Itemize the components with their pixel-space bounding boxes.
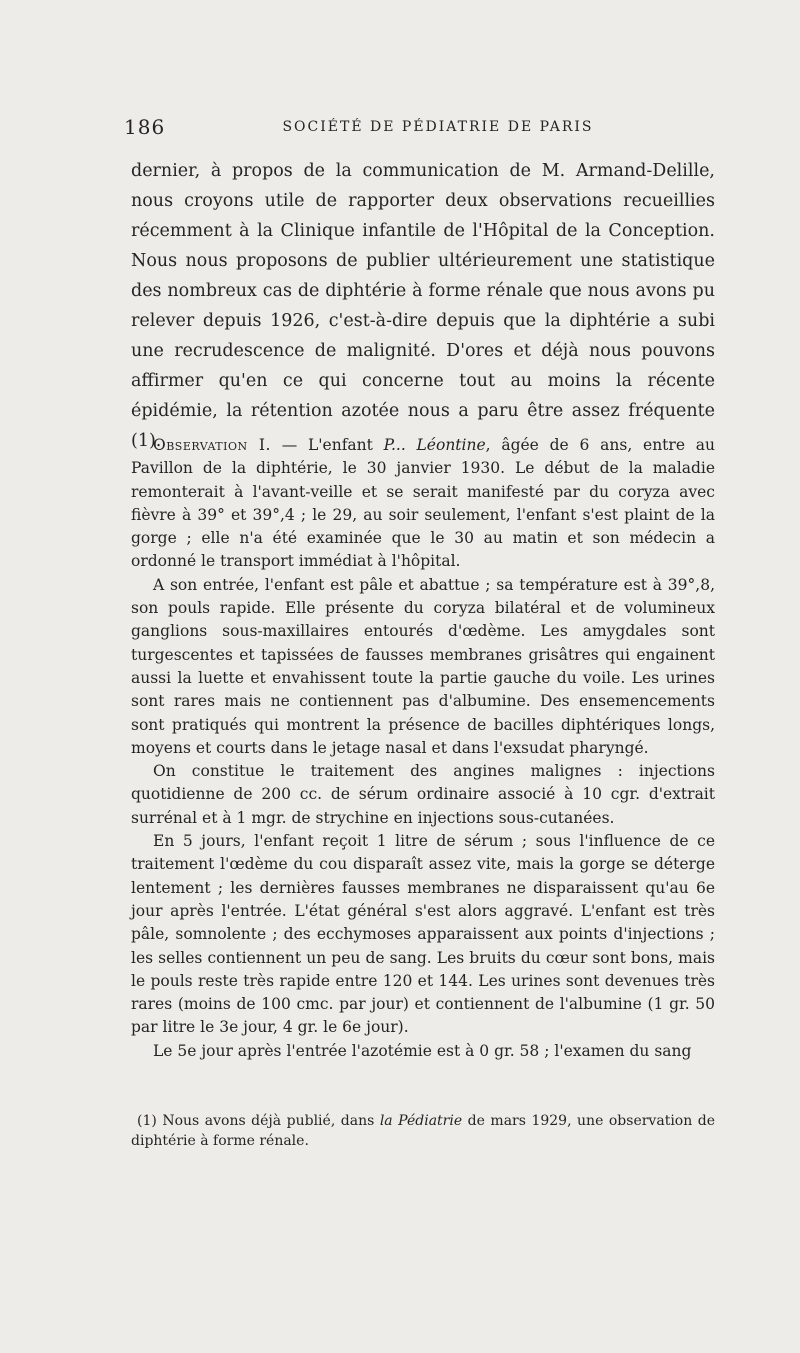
page-header [124, 115, 712, 145]
intro-text-block [131, 156, 715, 456]
running-head: SOCIÉTÉ DE PÉDIATRIE DE PARIS [282, 119, 594, 135]
observation-paragraph-1-text: , âgée de 6 ans, entre au Pavillon de la diphtérie, le 30 janvier 1930. Le début de la maladie remonterait à l'avant-veille et se serait manifesté par du coryza avec fièvre à 39° et 39°,4 ; le 29, au soir seulement, l'enfant s'est plaint de la gorge ; elle n'a été examinée que le 30 au matin et son médecin a ordonné le transport immédiat à l'hôpital. [131, 436, 715, 571]
footnote-text-after: de mars 1929, une observation de diphtérie à forme rénale. [131, 1113, 716, 1149]
observation-paragraph-5: Le 5e jour après l'entrée l'azotémie est à 0 gr. 58 ; l'examen du sang [153, 1041, 692, 1060]
observation-dash: — L'enfant [270, 436, 384, 454]
footnote-journal: la Pédiatrie [379, 1113, 463, 1129]
footnote-marker: (1) [137, 1113, 157, 1129]
observation-block [131, 434, 715, 1063]
footnote-paragraph [131, 1111, 715, 1151]
observation-paragraph-1 [131, 434, 715, 574]
observation-label: Observation I. [153, 436, 271, 454]
footnote-text-before: Nous avons déjà publié, dans [156, 1113, 380, 1129]
intro-paragraph: dernier, à propos de la communication de M. Armand-Delille, nous croyons utile de rapporter deux observations recueillies récemment à la Clinique infantile de l'Hôpital de la Conception. Nous nous proposons de publier ultérieurement une statistique des nombreux cas de diphtérie à forme rénale que nous avons pu relever depuis 1926, c'est-à-dire depuis que la diphtérie a subi une recrudescence de malignité. D'ores et déjà nous pouvons affirmer qu'en ce qui concerne tout au moins la récente épidémie, la rétention azotée nous a paru être assez fréquente (1). [131, 161, 715, 451]
observation-paragraph-2: A son entrée, l'enfant est pâle et abattue ; sa température est à 39°,8, son pouls rapide. Elle présente du coryza bilatéral et de volumineux ganglions sous-maxillaires entourés d'œdème. Les amygdales sont turgescentes et tapissées de fausses membranes grisâtres qui engainent aussi la luette et envahissent toute la partie gauche du voile. Les urines sont rares mais ne contiennent pas d'albumine. Des ensemencements sont pratiqués qui montrent la présence de bacilles diphtériques longs, moyens et courts dans le jetage nasal et dans l'exsudat pharyngé. [131, 575, 715, 757]
observation-paragraph-3: On constitue le traitement des angines malignes : injections quotidienne de 200 cc. de sérum ordinaire associé à 10 cgr. d'extrait surrénal et à 1 mgr. de strychine en injections sous-cutanées. [131, 762, 715, 827]
footnote [131, 1111, 715, 1151]
patient-name: P... Léontine [383, 436, 486, 454]
observation-paragraph-4: En 5 jours, l'enfant reçoit 1 litre de sérum ; sous l'influence de ce traitement l'œdème du cou disparaît assez vite, mais la gorge se déterge lentement ; les dernières fausses membranes ne disparaissent qu'au 6e jour après l'entrée. L'état général s'est alors aggravé. L'enfant est très pâle, somnolente ; des ecchymoses apparaissent aux points d'injections ; les selles contiennent un peu de sang. Les bruits du cœur sont bons, mais le pouls reste très rapide entre 120 et 144. Les urines sont devenues très rares (moins de 100 cmc. par jour) et contiennent de l'albumine (1 gr. 50 par litre le 3e jour, 4 gr. le 6e jour). [131, 832, 715, 1037]
page-number: 186 [124, 115, 166, 139]
